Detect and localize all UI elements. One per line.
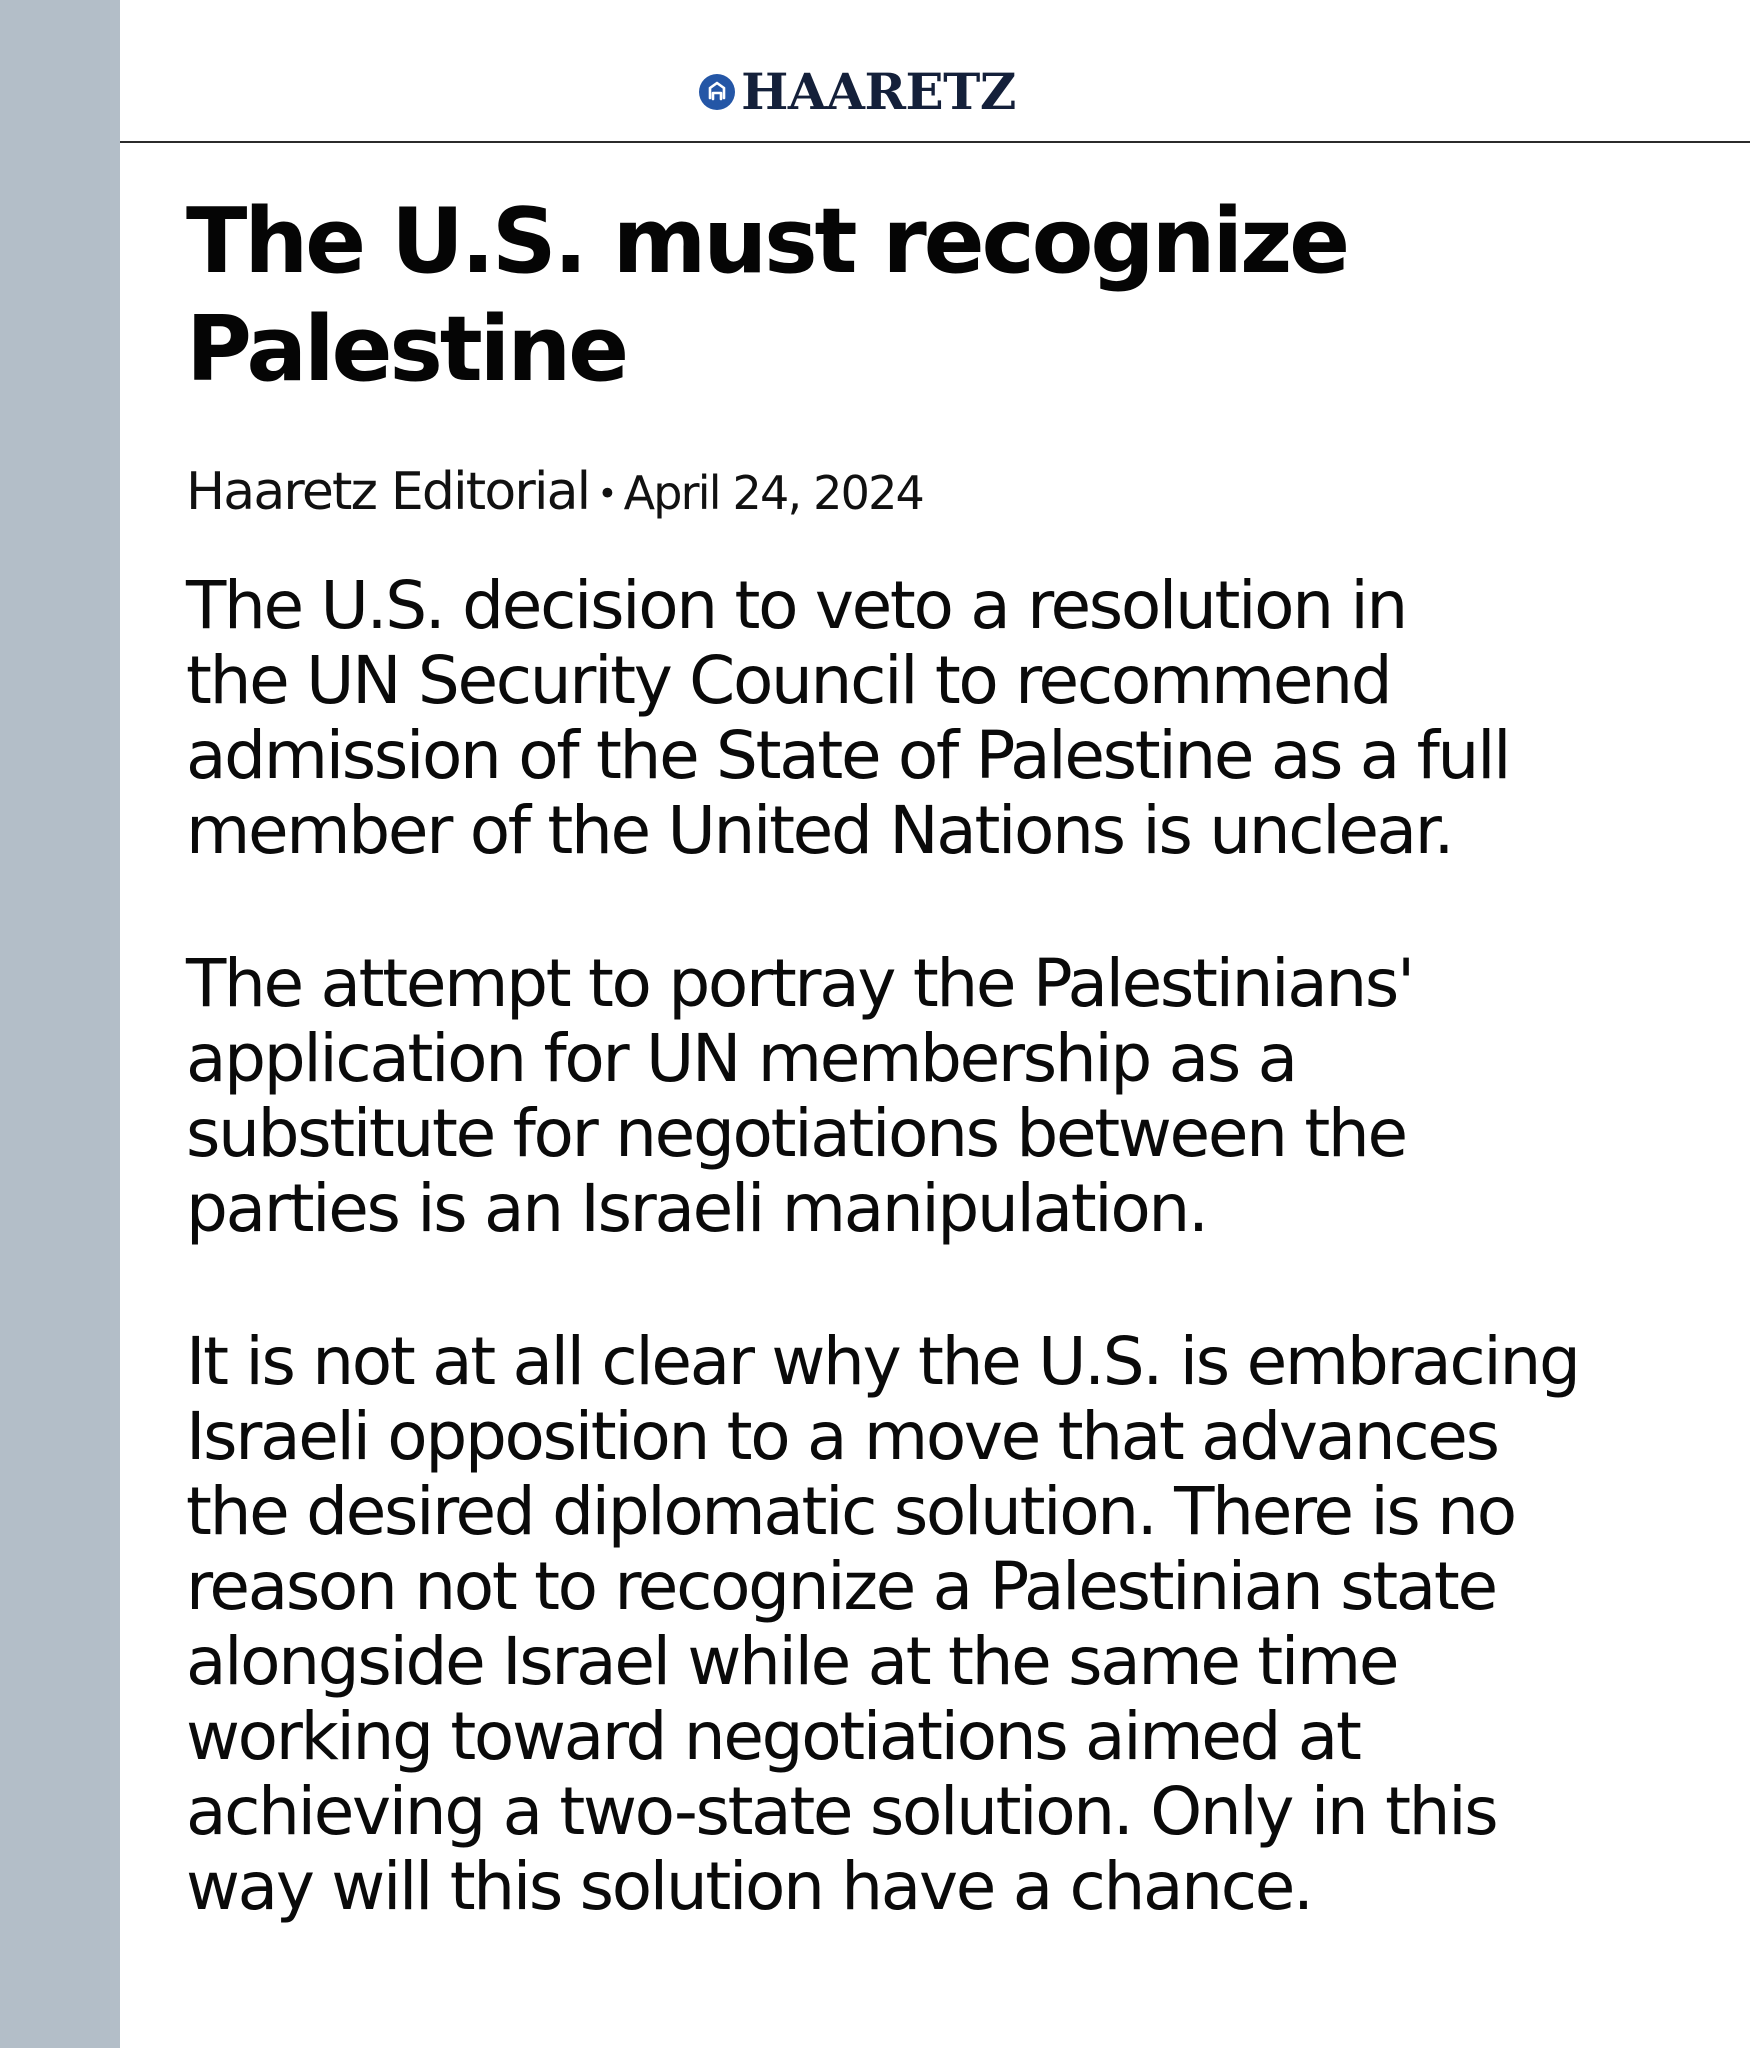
author-name[interactable]: Haaretz Editorial [186,462,590,522]
masthead [120,62,1750,122]
byline-separator: • [597,474,616,514]
paragraph-line: achieving a two-state solution. Only in this [186,1773,1497,1850]
headline-line-1: The U.S. must recognize [186,189,1347,294]
haaretz-wordmark: HAARETZ [741,62,1016,121]
paragraph-line: working toward negotiations aimed at [186,1698,1360,1775]
byline [186,462,923,528]
haaretz-logo[interactable] [699,62,1016,121]
paragraph-line: application for UN membership as a [186,1020,1296,1097]
paragraph-3 [186,1324,1706,1924]
paragraph-line: the desired diplomatic solution. There is no [186,1473,1515,1550]
paragraph-line: member of the United Nations is unclear. [186,792,1453,869]
paragraph-line: reason not to recognize a Palestinian state [186,1548,1496,1625]
paragraph-line: alongside Israel while at the same time [186,1623,1398,1700]
article-page [120,0,1750,2048]
paragraph-line: The U.S. decision to veto a resolution in [186,567,1406,644]
headline-line-2: Palestine [186,297,626,402]
paragraph-line: The attempt to portray the Palestinians' [186,945,1413,1022]
paragraph-line: the UN Security Council to recommend [186,642,1391,719]
paragraph-line: admission of the State of Palestine as a full [186,717,1510,794]
paragraph-line: way will this solution have a chance. [186,1848,1312,1925]
headline [186,188,1586,404]
paragraph-line: substitute for negotiations between the [186,1095,1406,1172]
masthead-divider [120,141,1750,143]
paragraph-line: Israeli opposition to a move that advances [186,1398,1498,1475]
haaretz-logo-icon [699,74,735,110]
paragraph-2 [186,946,1706,1246]
paragraph-line: parties is an Israeli manipulation. [186,1170,1207,1247]
paragraph-line: It is not at all clear why the U.S. is embracing [186,1323,1579,1400]
paragraph-1 [186,568,1706,868]
left-margin-strip [0,0,120,2048]
publish-date: April 24, 2024 [623,466,923,520]
